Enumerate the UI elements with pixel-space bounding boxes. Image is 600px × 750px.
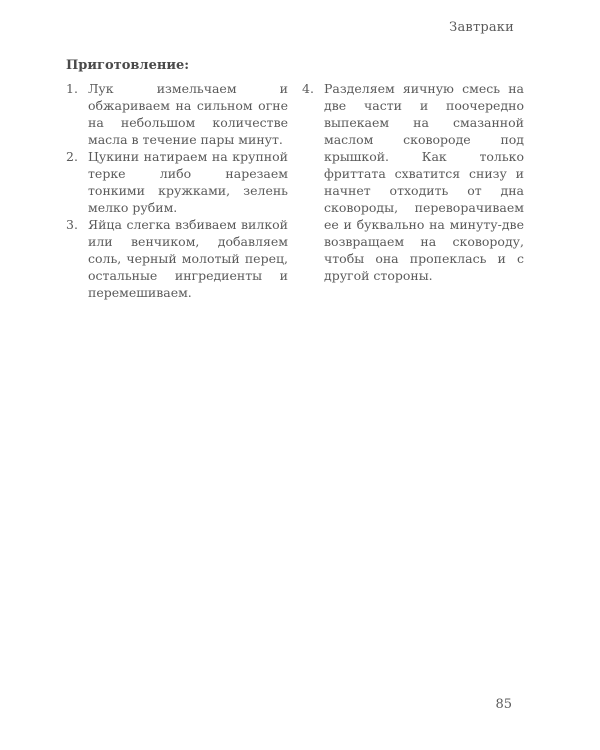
step-text: Лук измельчаем и обжариваем на сильном огне на небольшом количестве масла в течение пары минут. bbox=[88, 81, 288, 147]
steps-columns bbox=[66, 80, 524, 301]
step-text: Яйца слегка взбиваем вилкой или венчиком, добавляем соль, черный молотый перец, остальные ингредиенты и перемешиваем. bbox=[88, 217, 288, 300]
steps-left-column bbox=[66, 80, 288, 301]
step-item bbox=[66, 148, 288, 216]
step-number: 2. bbox=[66, 149, 78, 164]
step-number: 1. bbox=[66, 81, 78, 96]
step-item bbox=[66, 80, 288, 148]
section-heading: Приготовление: bbox=[66, 58, 190, 73]
step-number: 3. bbox=[66, 217, 78, 232]
step-number: 4. bbox=[302, 81, 314, 96]
step-item bbox=[302, 80, 524, 284]
step-text: Цукини натираем на крупной терке либо нарезаем тонкими кружками, зелень мелко рубим. bbox=[88, 149, 288, 215]
running-head: Завтраки bbox=[449, 20, 514, 35]
steps-right-column bbox=[302, 80, 524, 301]
step-text: Разделяем яичную смесь на две части и поочередно выпекаем на смазанной маслом сковороде под крышкой. Как только фриттата схватится снизу и начнет отходить от дна сковороды, переворачиваем ее и буквально на минуту-две возвращаем на сковороду, чтобы она пропеклась и с другой стороны. bbox=[324, 81, 524, 283]
page-number: 85 bbox=[495, 697, 512, 712]
step-item bbox=[66, 216, 288, 301]
